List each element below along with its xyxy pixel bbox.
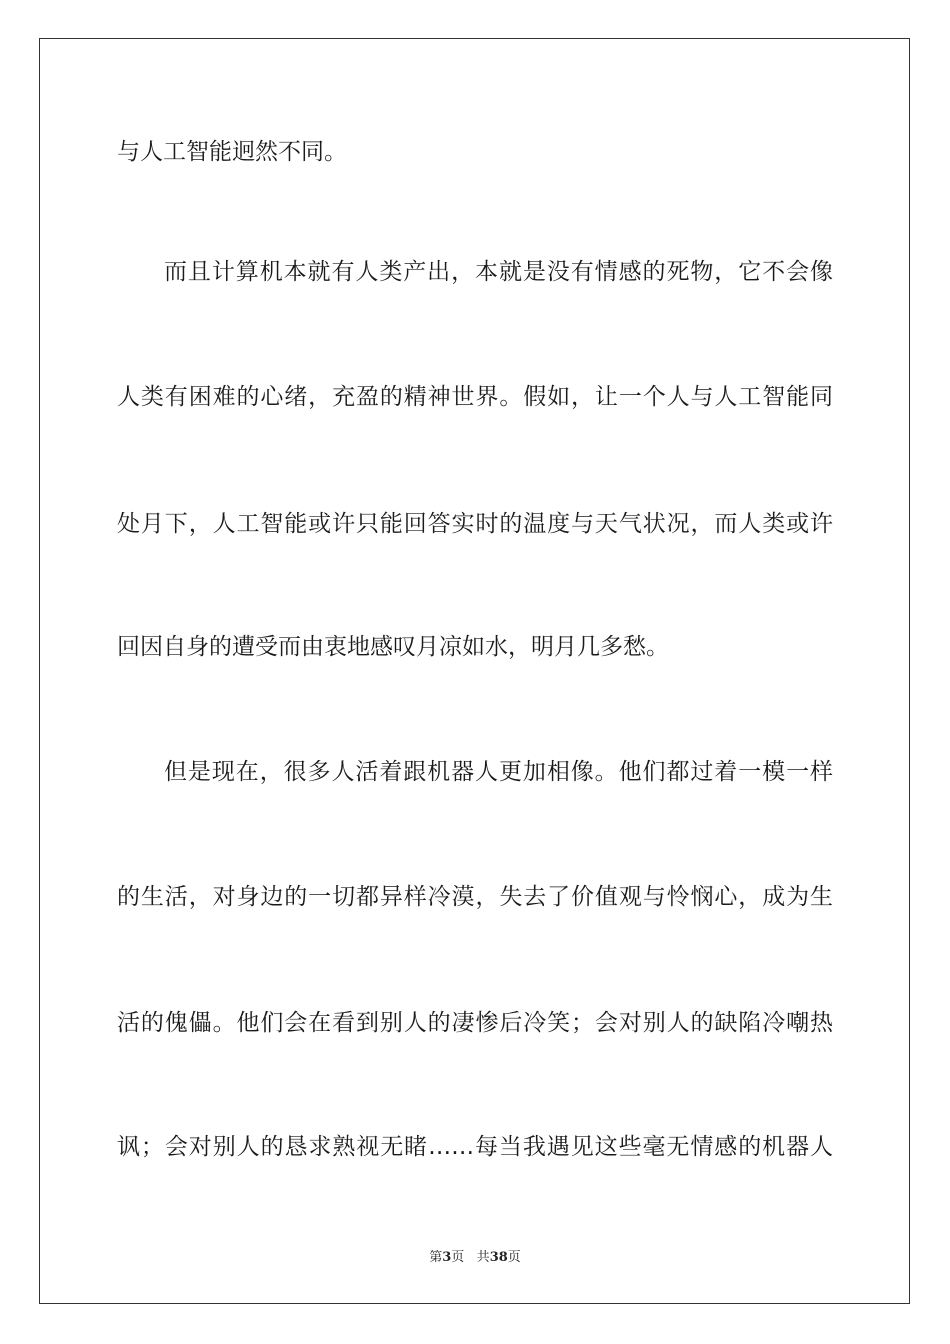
text-line-5: 回因自身的遭受而由衷地感叹月凉如水，明月几多愁。 bbox=[117, 634, 669, 660]
text-line-7: 的生活，对身边的一切都异样冷漠，失去了价值观与怜悯心，成为生 bbox=[117, 884, 833, 910]
text-line-4: 处月下，人工智能或许只能回答实时的温度与天气状况，而人类或许 bbox=[117, 511, 833, 537]
page-footer bbox=[0, 1246, 950, 1265]
footer-page-suffix: 页 bbox=[451, 1250, 465, 1265]
text-line-9: 讽；会对别人的恳求熟视无睹……每当我遇见这些毫无情感的机器人 bbox=[117, 1134, 833, 1160]
page-border bbox=[39, 38, 910, 1304]
text-line-8: 活的傀儡。他们会在看到别人的凄惨后冷笑；会对别人的缺陷冷嘲热 bbox=[117, 1010, 833, 1036]
footer-prefix: 第 bbox=[429, 1250, 443, 1265]
footer-page-number: 3 bbox=[442, 1250, 452, 1265]
footer-total-pages: 38 bbox=[489, 1250, 508, 1265]
paragraph-start-line: 而且计算机本就有人类产出，本就是没有情感的死物，它不会像 bbox=[164, 259, 833, 285]
text-line-3: 人类有困难的心绪，充盈的精神世界。假如，让一个人与人工智能同 bbox=[117, 384, 833, 410]
footer-total-suffix: 页 bbox=[507, 1250, 521, 1265]
paragraph-start-line: 但是现在，很多人活着跟机器人更加相像。他们都过着一模一样 bbox=[164, 759, 833, 785]
text-line-1: 与人工智能迥然不同。 bbox=[117, 139, 347, 165]
footer-total-prefix: 共 bbox=[476, 1250, 490, 1265]
